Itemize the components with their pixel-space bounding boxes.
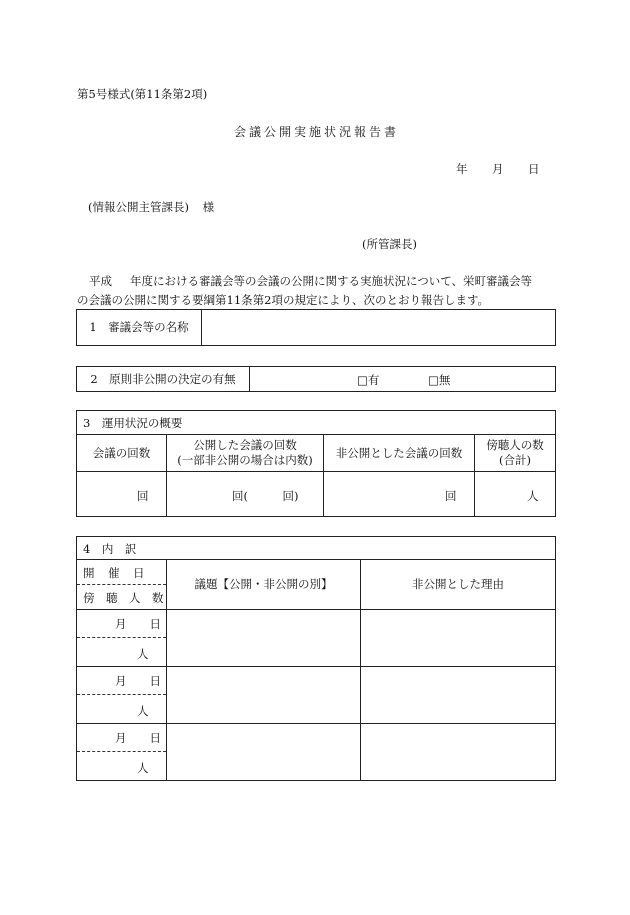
option-yes-checkbox[interactable]: □有 bbox=[357, 373, 380, 387]
section4-label: 4 内 訳 bbox=[83, 542, 137, 556]
intro-era: 平成 bbox=[89, 274, 112, 288]
unit-audience: 人 bbox=[527, 489, 539, 503]
header-meetings: 会議の回数 bbox=[92, 445, 151, 460]
document-title: 会議公開実施状況報告書 bbox=[234, 125, 400, 139]
header-public bbox=[167, 435, 323, 471]
header-public-line1: 公開した会議の回数 bbox=[193, 438, 297, 452]
header-agenda: 議題【公開・非公開の別】 bbox=[194, 577, 333, 591]
header-public-line2: (一部非公開の場合は内数) bbox=[177, 453, 313, 467]
addressee bbox=[88, 199, 214, 215]
row-audience: 人 bbox=[137, 704, 149, 718]
section1-label: 1 審議会等の名称 bbox=[89, 320, 189, 334]
section3-label: 3 運用状況の概要 bbox=[83, 416, 183, 430]
section1-name-field[interactable] bbox=[202, 310, 555, 345]
section1-table bbox=[76, 309, 556, 346]
intro-text1: 年度における審議会等の会議の公開に関する実施状況について、栄町審議会等 bbox=[130, 274, 533, 288]
intro-line2: の会議の公開に関する要綱第11条第2項の規定により、次のとおり報告します。 bbox=[77, 293, 490, 307]
section4-table bbox=[76, 536, 556, 781]
section2-table bbox=[76, 366, 556, 392]
row-date: 月 日 bbox=[115, 731, 161, 745]
header-audience-line2: (合計) bbox=[499, 453, 531, 467]
row-date: 月 日 bbox=[115, 617, 161, 631]
row-audience: 人 bbox=[137, 761, 149, 775]
row-date: 月 日 bbox=[115, 674, 161, 688]
form-number: 第5号様式(第11条第2項) bbox=[77, 87, 208, 101]
header-audience-count: 傍 聴 人 数 bbox=[83, 591, 164, 605]
date-year: 年 bbox=[456, 162, 468, 176]
unit-public: 回( 回) bbox=[232, 489, 299, 503]
sender: (所管課長) bbox=[362, 237, 417, 251]
header-audience bbox=[475, 435, 555, 471]
intro-line1 bbox=[89, 273, 532, 289]
header-private: 非公開とした会議の回数 bbox=[335, 445, 463, 460]
section2-label: 2 原則非公開の決定の有無 bbox=[90, 371, 236, 386]
addressee-honorific: 様 bbox=[202, 200, 215, 214]
header-reason: 非公開とした理由 bbox=[412, 577, 504, 591]
addressee-name: (情報公開主管課長) bbox=[88, 200, 189, 214]
header-audience-line1: 傍聴人の数 bbox=[486, 438, 544, 452]
date-month: 月 bbox=[492, 162, 504, 176]
option-no-checkbox[interactable]: □無 bbox=[428, 373, 451, 387]
unit-private: 回 bbox=[445, 489, 457, 503]
date-day: 日 bbox=[528, 162, 540, 176]
section3-table bbox=[76, 410, 556, 517]
row-audience: 人 bbox=[137, 647, 149, 661]
header-date: 開 催 日 bbox=[83, 566, 146, 580]
unit-meetings: 回 bbox=[137, 489, 149, 503]
